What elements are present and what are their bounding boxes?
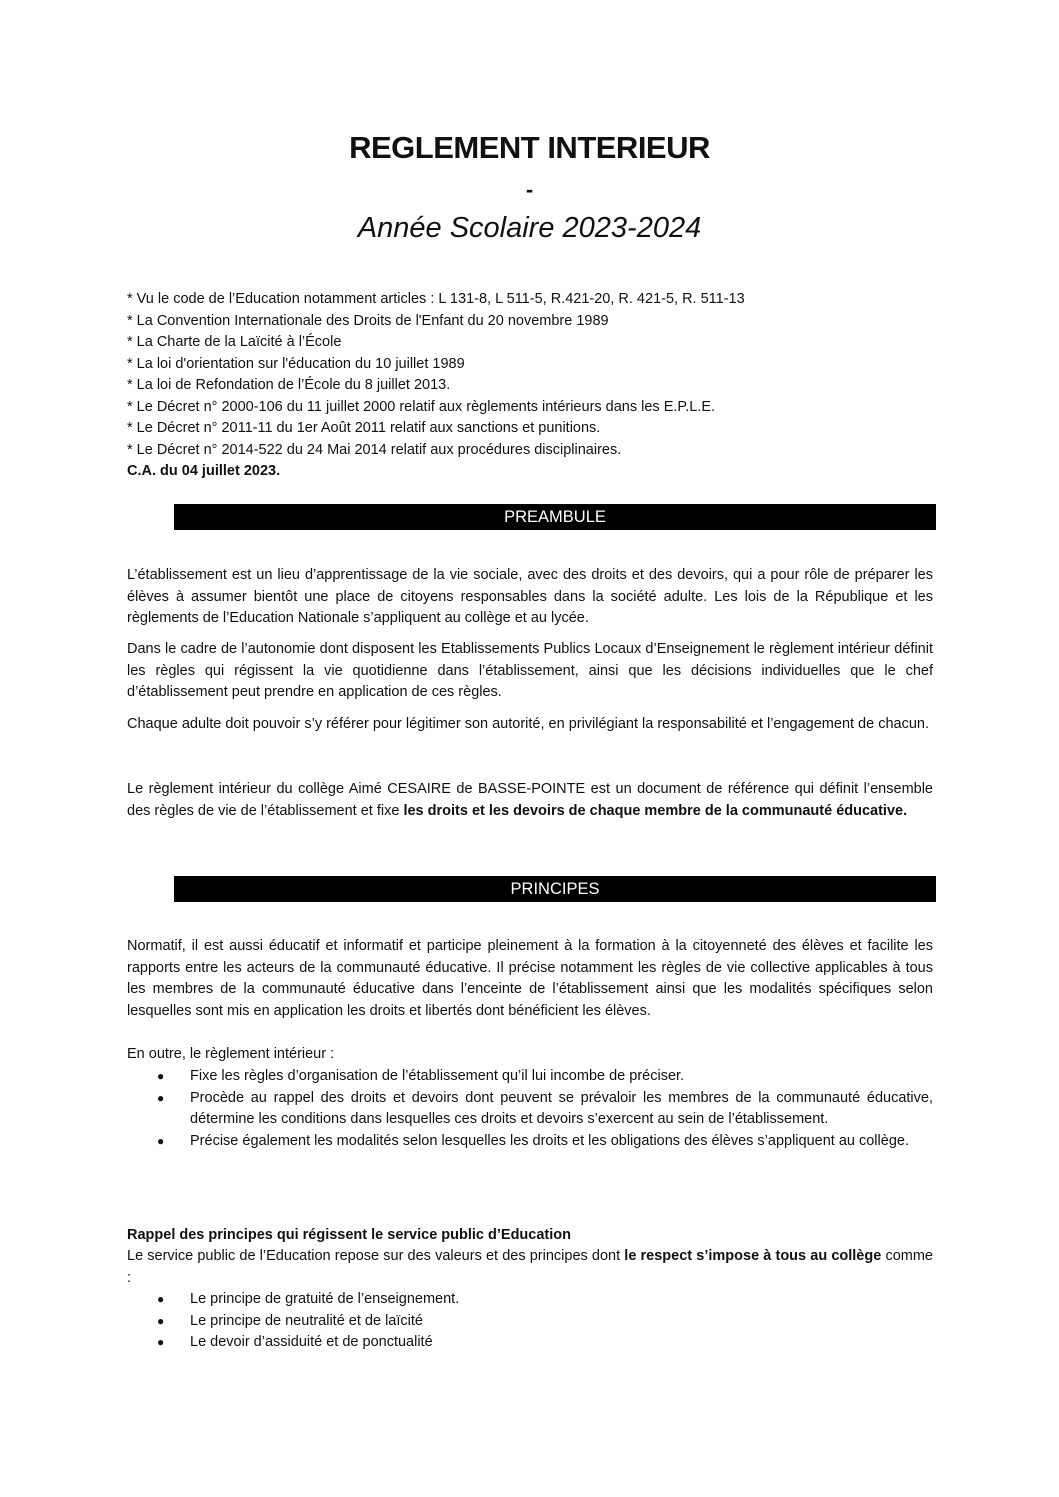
preambule-paragraph-4 (127, 779, 933, 822)
legal-reference: * La Convention Internationale des Droits de l'Enfant du 20 novembre 1989 (127, 312, 609, 329)
preambule-paragraph-2: Dans le cadre de l’autonomie dont disposent les Etablissements Publics Locaux d’Enseignement le règlement intérieur définit les règles qui régissent la vie quotidienne dans l’établissement, ainsi que les décisions individuelles que le chef d’établissement peut prendre en application de ces règles. (127, 641, 933, 700)
bullet-icon: ● (157, 1292, 165, 1306)
legal-reference: * Le Décret n° 2000-106 du 11 juillet 2000 relatif aux règlements intérieurs dans les E.P.L.E. (127, 398, 716, 415)
bullet-icon: ● (157, 1090, 165, 1105)
list-item-text: Fixe les règles d’organisation de l’établissement qu’il lui incombe de préciser. (190, 1068, 685, 1084)
principes-bullet-list (127, 1066, 933, 1152)
list-item-text: Procède au rappel des droits et devoirs dont peuvent se prévaloir les membres de la communauté éducative, détermine les conditions dans lesquelles ces droits et devoirs s’exercent au sein de l’établissement. (190, 1089, 933, 1127)
list-item-text: Le devoir d’assiduité et de ponctualité (190, 1334, 433, 1350)
preambule-p4-text: Le règlement intérieur du collège Aimé CESAIRE de BASSE-POINTE est un document de référence qui définit l’ensemble des règles de vie de l’établissement et fixe (127, 781, 933, 819)
list-item (127, 1066, 933, 1088)
rappel-heading: Rappel des principes qui régissent le service public d’Education (127, 1227, 571, 1243)
legal-references-list (127, 289, 927, 483)
preambule-paragraph-3: Chaque adulte doit pouvoir s’y référer pour légitimer son autorité, en privilégiant la responsabilité et l’engagement de chacun. (127, 716, 930, 732)
school-year-subtitle: Année Scolaire 2023-2024 (357, 212, 702, 244)
rappel-intro-text: Le service public de l’Education repose sur des valeurs et des principes dont (127, 1248, 625, 1264)
rappel-intro-emphasis: le respect s’impose à tous au collège (624, 1248, 882, 1264)
list-item (127, 1311, 933, 1333)
list-item (127, 1131, 933, 1153)
list-item (127, 1332, 933, 1354)
principes-paragraph-2: En outre, le règlement intérieur : (127, 1046, 335, 1062)
legal-reference: * La loi d'orientation sur l'éducation du 10 juillet 1989 (127, 355, 465, 372)
list-item-text: Précise également les modalités selon lesquelles les droits et les obligations des élèves s’appliquent au collège. (190, 1132, 909, 1149)
bullet-icon: ● (157, 1313, 165, 1328)
bullet-icon: ● (157, 1335, 165, 1349)
legal-reference: * Le Décret n° 2011-11 du 1er Août 2011 relatif aux sanctions et punitions. (127, 420, 601, 436)
legal-reference: * La Charte de la Laïcité à l’École (127, 334, 342, 350)
preambule-p4-emphasis: les droits et les devoirs de chaque membre de la communauté éducative. (403, 802, 908, 819)
rappel-bullet-list (127, 1289, 933, 1354)
rappel-intro-end: comme : (127, 1248, 933, 1286)
document-title: REGLEMENT INTERIEUR (349, 130, 710, 165)
list-item (127, 1088, 933, 1131)
principes-paragraph-1: Normatif, il est aussi éducatif et informatif et participe pleinement à la formation à la citoyenneté des élèves et facilite les rapports entre les acteurs de la communauté éducative. Il précise notamment les règles de vie collective applicables à tous les membres de la communauté éducative dans l’enceinte de l’établissement ainsi que les modalités spécifiques selon lesquelles sont mis en application les droits et libertés dont bénéficient les élèves. (127, 938, 933, 1019)
section-heading-principes: PRINCIPES (174, 876, 936, 902)
rappel-intro (127, 1246, 933, 1289)
board-meeting-date: C.A. du 04 juillet 2023. (127, 463, 281, 479)
list-item-text: Le principe de gratuité de l’enseignement. (190, 1291, 460, 1307)
list-item (127, 1289, 933, 1311)
preambule-paragraph-1: L’établissement est un lieu d’apprentissage de la vie sociale, avec des droits et des devoirs, qui a pour rôle de préparer les élèves à assumer bientôt une place de citoyens responsables dans la société adulte. Les lois de la République et les règlements de l’Education Nationale s’appliquent au collège et au lycée. (127, 567, 933, 626)
title-separator: - (525, 177, 534, 202)
legal-reference: * Vu le code de l’Education notamment articles : L 131-8, L 511-5, R.421-20, R. 421-5, R. 511-13 (127, 291, 745, 307)
legal-reference: * La loi de Refondation de l’École du 8 juillet 2013. (127, 377, 451, 393)
section-heading-preambule: PREAMBULE (174, 504, 936, 530)
legal-reference: * Le Décret n° 2014-522 du 24 Mai 2014 relatif aux procédures disciplinaires. (127, 441, 622, 458)
bullet-icon: ● (157, 1133, 165, 1148)
list-item-text: Le principe de neutralité et de laïcité (190, 1312, 423, 1329)
bullet-icon: ● (157, 1069, 165, 1083)
